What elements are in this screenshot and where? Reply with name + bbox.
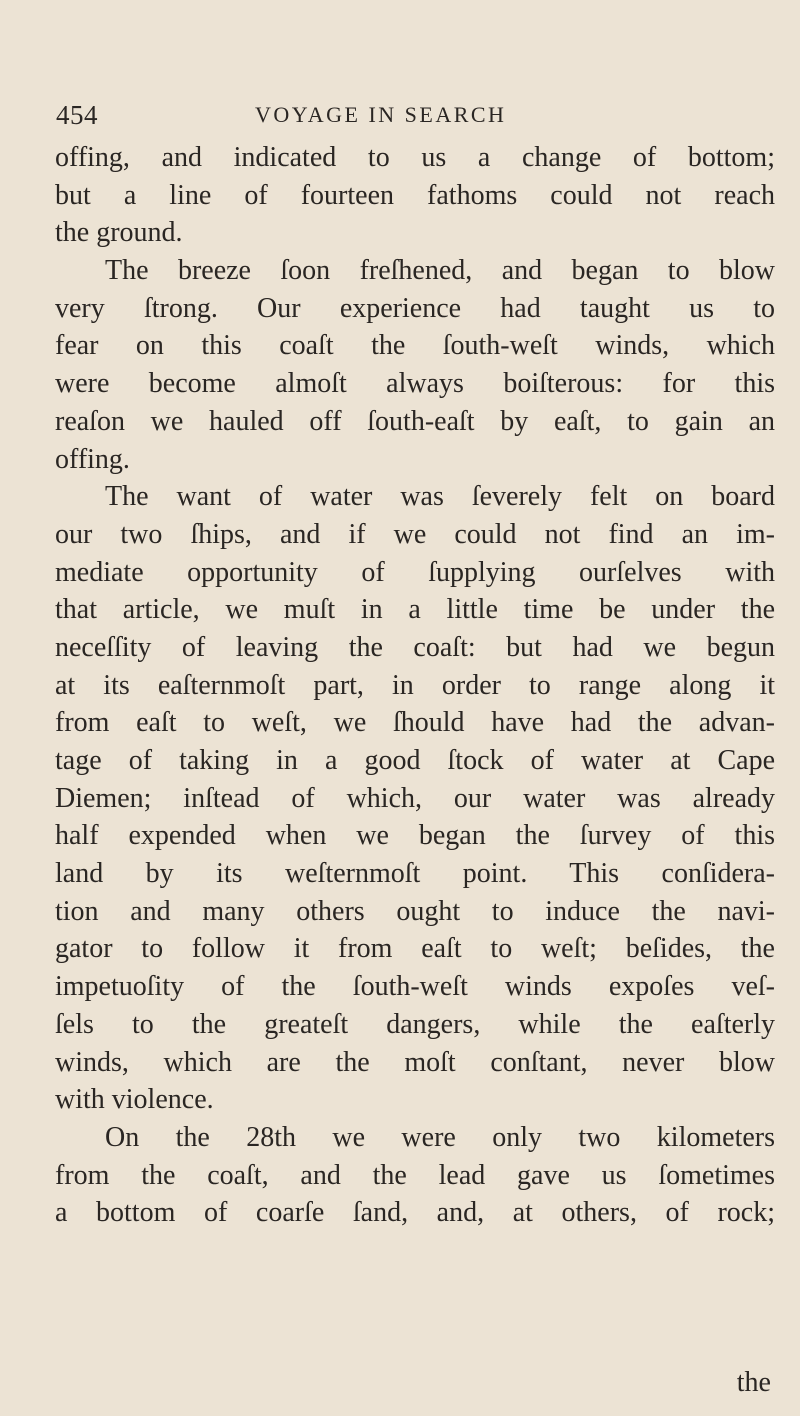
catchword-line: [55, 1365, 775, 1401]
catchword: the: [736, 1367, 771, 1398]
text-line: On the 28th we were only two kilometers: [105, 1121, 775, 1153]
text-line: reaſon we hauled off ſouth-eaſt by eaſt, to gain an: [55, 405, 775, 437]
text-line: land by its weſternmoſt point. This conſidera-: [55, 858, 775, 890]
text-line: ſels to the greateſt dangers, while the eaſterly: [55, 1008, 775, 1040]
text-line: impetuoſity of the ſouth-weſt winds expoſes veſ-: [55, 971, 775, 1003]
page-number: 454: [56, 100, 98, 130]
text-line: tion and many others ought to induce the navi-: [55, 895, 775, 927]
text-line: neceſſity of leaving the coaſt: but had we begun: [55, 631, 775, 663]
text-line: very ſtrong. Our experience had taught us to: [55, 292, 775, 324]
text-line: a bottom of coarſe ſand, and, at others, of rock;: [55, 1197, 775, 1229]
body-text: [55, 139, 775, 1398]
text-line: The want of water was ſeverely felt on board: [105, 481, 775, 513]
text-line: from eaſt to weſt, we ſhould have had the advan-: [55, 707, 775, 739]
text-line: half expended when we began the ſurvey of this: [55, 820, 775, 852]
text-line: with violence.: [55, 1084, 214, 1116]
text-line: mediate opportunity of ſupplying ourſelves with: [55, 556, 775, 588]
text-line: our two ſhips, and if we could not find an im-: [55, 518, 775, 550]
text-line: The breeze ſoon freſhened, and began to blow: [105, 255, 775, 287]
text-line: gator to follow it from eaſt to weſt; beſides, the: [55, 933, 775, 965]
text-line: tage of taking in a good ſtock of water at Cape: [55, 745, 775, 776]
text-line: offing.: [55, 443, 130, 475]
text-line: fear on this coaſt the ſouth-weſt winds, which: [55, 330, 775, 362]
text-line: offing, and indicated to us a change of bottom;: [55, 142, 775, 173]
text-line: the ground.: [55, 217, 183, 249]
text-line: but a line of fourteen fathoms could not reach: [55, 179, 775, 211]
text-line: at its eaſternmoſt part, in order to range along it: [55, 669, 775, 701]
text-line: winds, which are the moſt conſtant, never blow: [55, 1046, 775, 1078]
text-line: Diemen; inſtead of which, our water was already: [55, 782, 775, 814]
running-head: VOYAGE IN SEARCH: [255, 102, 507, 127]
page-header: [56, 100, 756, 140]
text-line: were become almoſt always boiſterous: for this: [55, 368, 775, 400]
text-line: that article, we muſt in a little time be under the: [55, 594, 775, 626]
text-line: from the coaſt, and the lead gave us ſometimes: [55, 1159, 775, 1191]
